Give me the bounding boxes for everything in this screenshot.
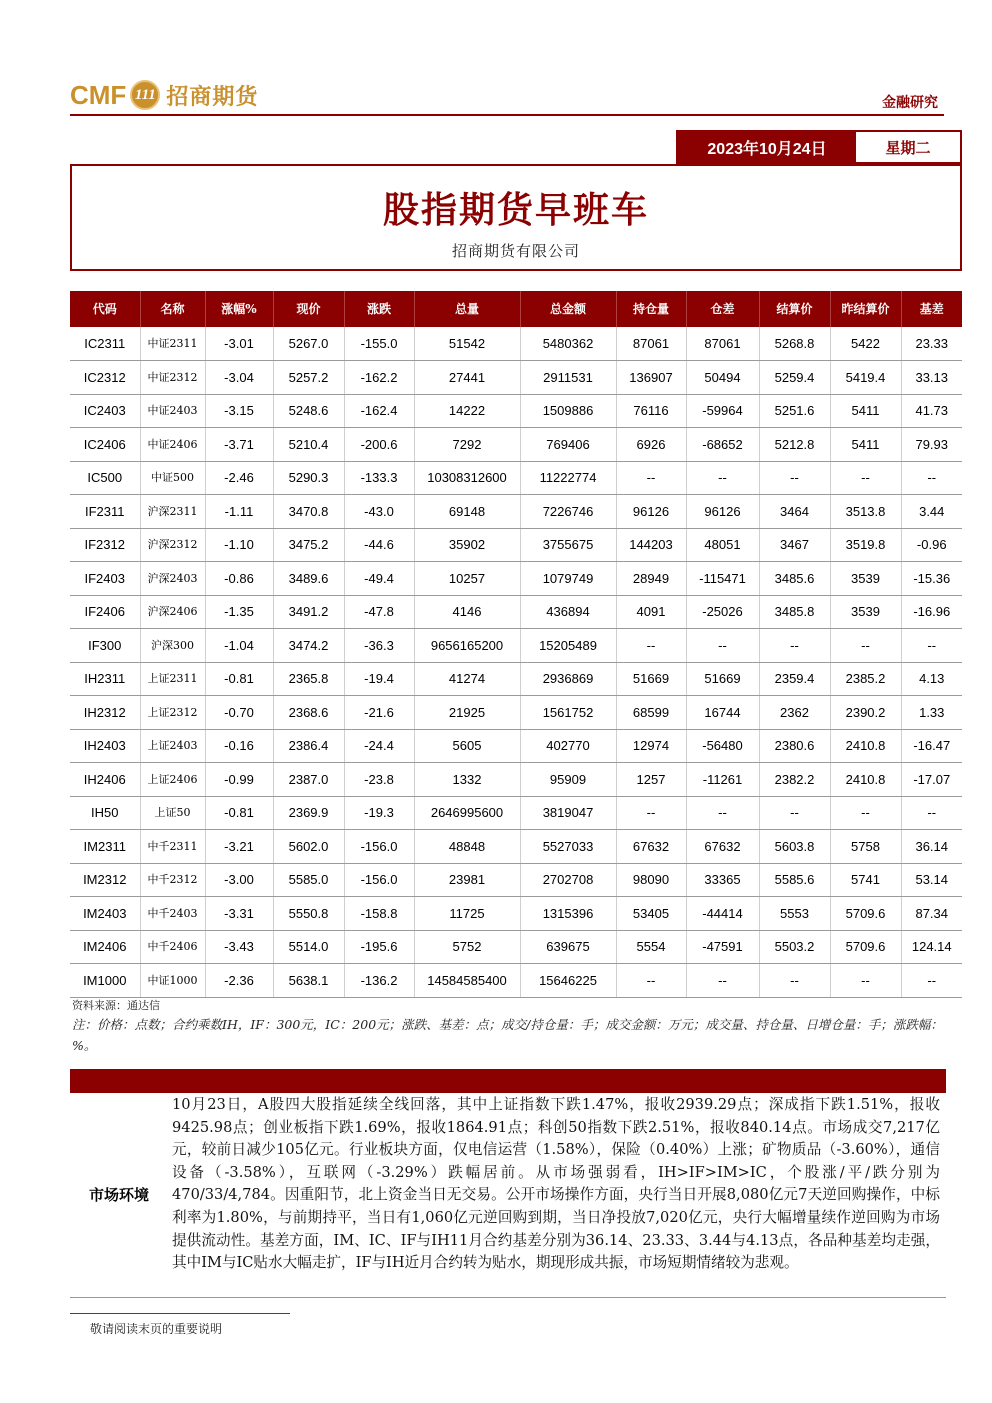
table-cell: 5741 <box>830 863 901 897</box>
column-header: 现价 <box>273 291 344 327</box>
table-cell: 7226746 <box>520 495 616 529</box>
table-cell: -21.6 <box>344 696 414 730</box>
table-cell: -17.07 <box>901 763 962 797</box>
table-cell: 98090 <box>616 863 686 897</box>
table-row <box>70 361 962 395</box>
table-cell: 3475.2 <box>273 528 344 562</box>
table-cell: -0.96 <box>901 528 962 562</box>
table-cell: 2359.4 <box>759 662 830 696</box>
table-cell: 68599 <box>616 696 686 730</box>
table-row <box>70 830 962 864</box>
table-cell: 3491.2 <box>273 595 344 629</box>
title-box <box>70 164 962 271</box>
table-cell: 3489.6 <box>273 562 344 596</box>
table-cell: -- <box>759 629 830 663</box>
table-cell: 5514.0 <box>273 930 344 964</box>
table-cell: IC500 <box>70 461 140 495</box>
table-cell: IC2312 <box>70 361 140 395</box>
table-cell: -162.2 <box>344 361 414 395</box>
table-cell: 3470.8 <box>273 495 344 529</box>
table-cell: -19.4 <box>344 662 414 696</box>
table-cell: IH2312 <box>70 696 140 730</box>
table-cell: IC2406 <box>70 428 140 462</box>
column-header: 涨幅% <box>205 291 273 327</box>
table-cell: -2.46 <box>205 461 273 495</box>
table-cell: 1.33 <box>901 696 962 730</box>
table-cell: 5267.0 <box>273 327 344 361</box>
table-cell: IF2311 <box>70 495 140 529</box>
table-cell: -44.6 <box>344 528 414 562</box>
table-cell: -155.0 <box>344 327 414 361</box>
table-cell: 639675 <box>520 930 616 964</box>
table-cell: 中证2312 <box>140 361 205 395</box>
table-cell: 2410.8 <box>830 763 901 797</box>
table-cell: 上证2406 <box>140 763 205 797</box>
table-cell: 中证2403 <box>140 394 205 428</box>
table-cell: 5550.8 <box>273 897 344 931</box>
table-cell: -156.0 <box>344 863 414 897</box>
table-cell: 87061 <box>616 327 686 361</box>
table-cell: IH2403 <box>70 729 140 763</box>
table-cell: 中千2311 <box>140 830 205 864</box>
table-cell: -11261 <box>686 763 759 797</box>
table-cell: 5419.4 <box>830 361 901 395</box>
table-cell: 1509886 <box>520 394 616 428</box>
table-cell: -- <box>686 796 759 830</box>
table-cell: 36.14 <box>901 830 962 864</box>
table-cell: -16.96 <box>901 595 962 629</box>
table-cell: 3464 <box>759 495 830 529</box>
table-cell: -200.6 <box>344 428 414 462</box>
table-cell: -43.0 <box>344 495 414 529</box>
table-cell: 2380.6 <box>759 729 830 763</box>
table-cell: -1.35 <box>205 595 273 629</box>
table-cell: 3467 <box>759 528 830 562</box>
table-cell: 2362 <box>759 696 830 730</box>
table-cell: 67632 <box>686 830 759 864</box>
table-row <box>70 495 962 529</box>
table-cell: 53405 <box>616 897 686 931</box>
table-cell: 沪深300 <box>140 629 205 663</box>
table-cell: 14222 <box>414 394 520 428</box>
table-row <box>70 461 962 495</box>
table-cell: 5709.6 <box>830 897 901 931</box>
column-header: 代码 <box>70 291 140 327</box>
column-header: 名称 <box>140 291 205 327</box>
table-cell: 5605 <box>414 729 520 763</box>
date-box <box>676 130 962 164</box>
column-header: 结算价 <box>759 291 830 327</box>
table-cell: -- <box>759 461 830 495</box>
table-row <box>70 696 962 730</box>
table-cell: -47591 <box>686 930 759 964</box>
table-cell: 9656165200 <box>414 629 520 663</box>
table-cell: 23.33 <box>901 327 962 361</box>
table-cell: 5422 <box>830 327 901 361</box>
table-cell: 3539 <box>830 562 901 596</box>
table-cell: 144203 <box>616 528 686 562</box>
table-cell: 3519.8 <box>830 528 901 562</box>
table-cell: 41274 <box>414 662 520 696</box>
table-cell: -23.8 <box>344 763 414 797</box>
table-cell: 4.13 <box>901 662 962 696</box>
table-cell: 中证1000 <box>140 964 205 998</box>
column-header: 总金额 <box>520 291 616 327</box>
table-cell: 沪深2312 <box>140 528 205 562</box>
table-cell: 10308312600 <box>414 461 520 495</box>
table-cell: 2911531 <box>520 361 616 395</box>
table-cell: 769406 <box>520 428 616 462</box>
table-cell: IH2406 <box>70 763 140 797</box>
table-cell: 33365 <box>686 863 759 897</box>
table-cell: -- <box>901 964 962 998</box>
table-cell: 11222774 <box>520 461 616 495</box>
table-cell: 2382.2 <box>759 763 830 797</box>
market-environment-text: 10月23日，A股四大股指延续全线回落，其中上证指数下跌1.47%，报收2939.29点；深成指下跌1.51%，报收9425.98点；创业板指下跌1.69%，报收1864.91点；科创50指数下跌2.51%，报收840.14点。市场成交7,217亿元，较前日减少105亿元。行业板块方面，仅电信运营（1.58%），保险（0.40%）上涨；矿物质品（-3.60%），通信设备（-3.58%），互联网（-3.29%）跌幅居前。从市场强弱看，IH>IF>IM>IC，个股涨/平/跌分别为470/33/4,784。因重阳节，北上资金当日无交易。公开市场操作方面，央行当日开展8,080亿元7天逆回购操作，中标利率为1.80%，与前期持平，当日有1,060亿元逆回购到期，当日净投放7,020亿元，央行大幅增量续作逆回购为市场提供流动性。基差方面，IM、IC、IF与IH11月合约基差分别为36.14、23.33、3.44与4.13点，各品种基差均走强，其中IM与IC贴水大幅走扩，IF与IH近月合约转为贴水，期现形成共振，市场短期情绪较为悲观。 <box>172 1096 940 1272</box>
table-cell: 中千2312 <box>140 863 205 897</box>
table-cell: 69148 <box>414 495 520 529</box>
report-weekday: 星期二 <box>885 138 931 157</box>
table-cell: -25026 <box>686 595 759 629</box>
table-cell: -3.01 <box>205 327 273 361</box>
table-cell: -- <box>830 461 901 495</box>
table-cell: 5602.0 <box>273 830 344 864</box>
table-row <box>70 930 962 964</box>
table-cell: -- <box>616 796 686 830</box>
table-cell: 136907 <box>616 361 686 395</box>
table-cell: 7292 <box>414 428 520 462</box>
table-cell: -0.16 <box>205 729 273 763</box>
table-row <box>70 394 962 428</box>
table-cell: 3485.8 <box>759 595 830 629</box>
table-cell: 41.73 <box>901 394 962 428</box>
table-cell: 3.44 <box>901 495 962 529</box>
table-cell: -3.04 <box>205 361 273 395</box>
table-row <box>70 897 962 931</box>
table-cell: 79.93 <box>901 428 962 462</box>
table-row <box>70 428 962 462</box>
table-cell: 15646225 <box>520 964 616 998</box>
table-cell: -0.99 <box>205 763 273 797</box>
table-cell: 5257.2 <box>273 361 344 395</box>
table-cell: 5585.6 <box>759 863 830 897</box>
table-row <box>70 327 962 361</box>
table-cell: IF2403 <box>70 562 140 596</box>
table-cell: 5290.3 <box>273 461 344 495</box>
table-cell: 5758 <box>830 830 901 864</box>
table-cell: -59964 <box>686 394 759 428</box>
table-cell: -44414 <box>686 897 759 931</box>
table-cell: 沪深2403 <box>140 562 205 596</box>
table-cell: 124.14 <box>901 930 962 964</box>
table-cell: 5248.6 <box>273 394 344 428</box>
table-row <box>70 562 962 596</box>
table-cell: -195.6 <box>344 930 414 964</box>
table-cell: -16.47 <box>901 729 962 763</box>
table-cell: 5752 <box>414 930 520 964</box>
table-cell: 3755675 <box>520 528 616 562</box>
table-cell: 上证2312 <box>140 696 205 730</box>
table-cell: -- <box>901 796 962 830</box>
table-cell: 48051 <box>686 528 759 562</box>
company-logo <box>70 78 258 112</box>
table-row <box>70 729 962 763</box>
table-cell: 5251.6 <box>759 394 830 428</box>
table-cell: 5210.4 <box>273 428 344 462</box>
table-cell: -1.10 <box>205 528 273 562</box>
table-cell: -136.2 <box>344 964 414 998</box>
table-cell: 上证2403 <box>140 729 205 763</box>
table-cell: IF300 <box>70 629 140 663</box>
table-cell: 11725 <box>414 897 520 931</box>
table-row <box>70 964 962 998</box>
table-cell: -56480 <box>686 729 759 763</box>
table-cell: IH2311 <box>70 662 140 696</box>
table-cell: 4091 <box>616 595 686 629</box>
table-cell: 5212.8 <box>759 428 830 462</box>
table-cell: -- <box>759 796 830 830</box>
table-cell: 96126 <box>686 495 759 529</box>
table-cell: IM2312 <box>70 863 140 897</box>
table-cell: -- <box>686 629 759 663</box>
table-cell: -162.4 <box>344 394 414 428</box>
table-cell: 2646995600 <box>414 796 520 830</box>
report-date: 2023年10月24日 <box>678 132 856 162</box>
table-cell: -- <box>616 461 686 495</box>
table-cell: 中证2311 <box>140 327 205 361</box>
table-cell: 5503.2 <box>759 930 830 964</box>
company-name: 招商期货有限公司 <box>451 242 580 260</box>
table-cell: 87.34 <box>901 897 962 931</box>
market-environment-label: 市场环境 <box>88 1185 149 1204</box>
table-cell: 中证2406 <box>140 428 205 462</box>
table-cell: 436894 <box>520 595 616 629</box>
table-cell: 4146 <box>414 595 520 629</box>
table-cell: 1257 <box>616 763 686 797</box>
table-cell: IM2403 <box>70 897 140 931</box>
table-cell: 15205489 <box>520 629 616 663</box>
table-row <box>70 796 962 830</box>
table-cell: 95909 <box>520 763 616 797</box>
table-cell: 中千2406 <box>140 930 205 964</box>
table-cell: -3.00 <box>205 863 273 897</box>
table-cell: -158.8 <box>344 897 414 931</box>
table-cell: 5411 <box>830 428 901 462</box>
table-cell: -2.36 <box>205 964 273 998</box>
table-cell: 87061 <box>686 327 759 361</box>
table-row <box>70 595 962 629</box>
table-cell: -1.11 <box>205 495 273 529</box>
data-source: 资料来源：通达信 <box>72 999 160 1012</box>
table-cell: IC2311 <box>70 327 140 361</box>
table-cell: 5554 <box>616 930 686 964</box>
table-cell: IM2406 <box>70 930 140 964</box>
table-cell: 28949 <box>616 562 686 596</box>
table-cell: 51542 <box>414 327 520 361</box>
table-cell: -156.0 <box>344 830 414 864</box>
table-cell: 2365.8 <box>273 662 344 696</box>
section-bar <box>70 1069 946 1093</box>
table-cell: -- <box>686 461 759 495</box>
table-cell: -24.4 <box>344 729 414 763</box>
table-cell: -3.43 <box>205 930 273 964</box>
column-header: 持仓量 <box>616 291 686 327</box>
column-header: 总量 <box>414 291 520 327</box>
table-cell: 16744 <box>686 696 759 730</box>
table-cell: 5585.0 <box>273 863 344 897</box>
table-row <box>70 629 962 663</box>
table-cell: IM2311 <box>70 830 140 864</box>
logo-cmf-text: CMF <box>70 79 127 110</box>
report-title: 股指期货早班车 <box>382 189 649 231</box>
column-header: 涨跌 <box>344 291 414 327</box>
table-cell: -115471 <box>686 562 759 596</box>
table-cell: 5259.4 <box>759 361 830 395</box>
table-cell: 21925 <box>414 696 520 730</box>
table-cell: -- <box>830 964 901 998</box>
table-cell: 2386.4 <box>273 729 344 763</box>
table-cell: 67632 <box>616 830 686 864</box>
table-cell: -1.04 <box>205 629 273 663</box>
table-cell: -- <box>830 796 901 830</box>
table-cell: 5411 <box>830 394 901 428</box>
table-cell: 3485.6 <box>759 562 830 596</box>
table-cell: 中千2403 <box>140 897 205 931</box>
table-cell: 2702708 <box>520 863 616 897</box>
table-cell: 48848 <box>414 830 520 864</box>
table-cell: 5553 <box>759 897 830 931</box>
table-cell: IF2312 <box>70 528 140 562</box>
table-cell: 12974 <box>616 729 686 763</box>
table-cell: 23981 <box>414 863 520 897</box>
header-divider <box>70 114 944 116</box>
table-cell: -3.21 <box>205 830 273 864</box>
table-cell: 3539 <box>830 595 901 629</box>
footer-rule <box>70 1313 290 1314</box>
table-cell: 50494 <box>686 361 759 395</box>
table-row <box>70 662 962 696</box>
table-cell: 5268.8 <box>759 327 830 361</box>
logo-mark-icon: 111 <box>130 80 160 110</box>
table-cell: 5603.8 <box>759 830 830 864</box>
table-cell: 5638.1 <box>273 964 344 998</box>
table-cell: 5527033 <box>520 830 616 864</box>
table-cell: 2387.0 <box>273 763 344 797</box>
table-cell: 2385.2 <box>830 662 901 696</box>
table-cell: 1315396 <box>520 897 616 931</box>
table-cell: 6926 <box>616 428 686 462</box>
table-cell: IF2406 <box>70 595 140 629</box>
table-cell: 沪深2311 <box>140 495 205 529</box>
table-note: 注：价格：点数；合约乘数IH，IF：300元，IC：200元；涨跌、基差：点；成交/持仓量：手；成交金额：万元；成交量、持仓量、日增仓量：手；涨跌幅：%。 <box>72 1017 943 1053</box>
table-cell: 35902 <box>414 528 520 562</box>
table-row <box>70 863 962 897</box>
table-cell: 10257 <box>414 562 520 596</box>
table-cell: 33.13 <box>901 361 962 395</box>
table-cell: 5709.6 <box>830 930 901 964</box>
table-cell: 5480362 <box>520 327 616 361</box>
table-cell: -19.3 <box>344 796 414 830</box>
table-cell: -3.15 <box>205 394 273 428</box>
table-cell: 27441 <box>414 361 520 395</box>
table-cell: 上证50 <box>140 796 205 830</box>
table-cell: 2936869 <box>520 662 616 696</box>
table-cell: 14584585400 <box>414 964 520 998</box>
table-cell: 2369.9 <box>273 796 344 830</box>
table-cell: 中证500 <box>140 461 205 495</box>
table-cell: -- <box>686 964 759 998</box>
table-cell: 2390.2 <box>830 696 901 730</box>
table-cell: 3513.8 <box>830 495 901 529</box>
table-cell: -0.81 <box>205 662 273 696</box>
table-cell: -- <box>830 629 901 663</box>
column-header: 基差 <box>901 291 962 327</box>
table-cell: 2368.6 <box>273 696 344 730</box>
table-row <box>70 528 962 562</box>
table-cell: -- <box>901 629 962 663</box>
table-cell: 53.14 <box>901 863 962 897</box>
futures-quote-table <box>70 291 962 998</box>
table-cell: 沪深2406 <box>140 595 205 629</box>
table-cell: 3474.2 <box>273 629 344 663</box>
table-cell: -0.86 <box>205 562 273 596</box>
table-cell: -- <box>616 964 686 998</box>
column-header: 昨结算价 <box>830 291 901 327</box>
table-cell: -3.71 <box>205 428 273 462</box>
logo-chinese-name: 招商期货 <box>166 83 259 110</box>
table-cell: -0.70 <box>205 696 273 730</box>
column-header: 仓差 <box>686 291 759 327</box>
table-cell: -15.36 <box>901 562 962 596</box>
table-cell: -36.3 <box>344 629 414 663</box>
table-cell: -47.8 <box>344 595 414 629</box>
section-divider <box>70 1297 946 1298</box>
table-cell: IH50 <box>70 796 140 830</box>
table-cell: 2410.8 <box>830 729 901 763</box>
footer-disclaimer: 敬请阅读末页的重要说明 <box>90 1322 223 1336</box>
table-cell: -- <box>759 964 830 998</box>
table-cell: 1561752 <box>520 696 616 730</box>
table-cell: -- <box>901 461 962 495</box>
section-tag: 金融研究 <box>882 95 938 111</box>
table-cell: -133.3 <box>344 461 414 495</box>
table-cell: 51669 <box>686 662 759 696</box>
table-cell: IC2403 <box>70 394 140 428</box>
table-cell: -68652 <box>686 428 759 462</box>
table-cell: -0.81 <box>205 796 273 830</box>
table-cell: IM1000 <box>70 964 140 998</box>
table-cell: -- <box>616 629 686 663</box>
table-cell: 96126 <box>616 495 686 529</box>
table-cell: 1332 <box>414 763 520 797</box>
table-cell: 1079749 <box>520 562 616 596</box>
table-cell: -49.4 <box>344 562 414 596</box>
table-row <box>70 763 962 797</box>
table-cell: 51669 <box>616 662 686 696</box>
table-cell: -3.31 <box>205 897 273 931</box>
table-cell: 76116 <box>616 394 686 428</box>
table-cell: 3819047 <box>520 796 616 830</box>
table-header-row <box>70 291 962 327</box>
table-cell: 402770 <box>520 729 616 763</box>
table-cell: 上证2311 <box>140 662 205 696</box>
